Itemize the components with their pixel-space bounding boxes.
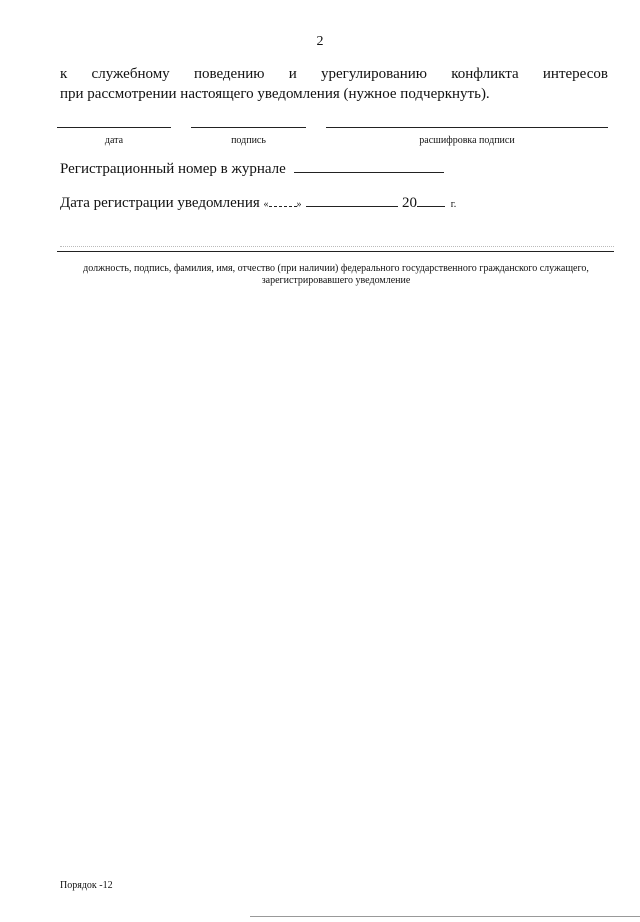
date-label: дата (104, 135, 124, 146)
official-caption-line-2: зарегистрировавшего уведомление (261, 275, 411, 286)
paragraph-word: к (60, 66, 68, 82)
registration-month-field[interactable] (306, 194, 398, 207)
scan-mark (60, 246, 614, 247)
paragraph-line-1 (60, 66, 608, 83)
registration-year-field[interactable] (417, 194, 445, 207)
year-prefix: 20 (402, 195, 418, 211)
footer-text: Порядок -12 (60, 880, 113, 891)
registration-date-label: Дата регистрации уведомления (60, 195, 260, 211)
registration-number-field[interactable] (294, 160, 444, 173)
paragraph-word: и (288, 66, 297, 82)
close-quote: » (296, 199, 302, 210)
paragraph-line-2: при рассмотрении настоящего уведомления (нужное подчеркнуть). (60, 86, 490, 102)
official-signature-line (57, 251, 614, 252)
registration-number-row (60, 160, 444, 178)
page-number: 2 (316, 34, 324, 49)
official-caption-line-1: должность, подпись, фамилия, имя, отчество (при наличии) федерального государственного гражданского служащего, (83, 263, 589, 274)
paragraph-word: урегулированию (321, 66, 427, 82)
registration-number-label: Регистрационный номер в журнале (60, 161, 286, 177)
registration-day-field[interactable] (269, 194, 297, 207)
paragraph-word: конфликта (451, 66, 519, 82)
decode-label: расшифровка подписи (419, 135, 515, 146)
paragraph-word: служебному (91, 66, 170, 82)
official-caption (56, 263, 616, 287)
bottom-edge-rule (250, 916, 640, 917)
paragraph-word: интересов (542, 66, 608, 82)
open-quote: « (263, 199, 269, 210)
sign-label: подпись (231, 135, 266, 146)
registration-date-row (60, 194, 456, 212)
paragraph-word: поведению (193, 66, 265, 82)
decode-signature-line (326, 127, 608, 128)
sign-signature-line (191, 127, 306, 128)
year-suffix: г. (450, 199, 457, 210)
date-signature-line (57, 127, 171, 128)
